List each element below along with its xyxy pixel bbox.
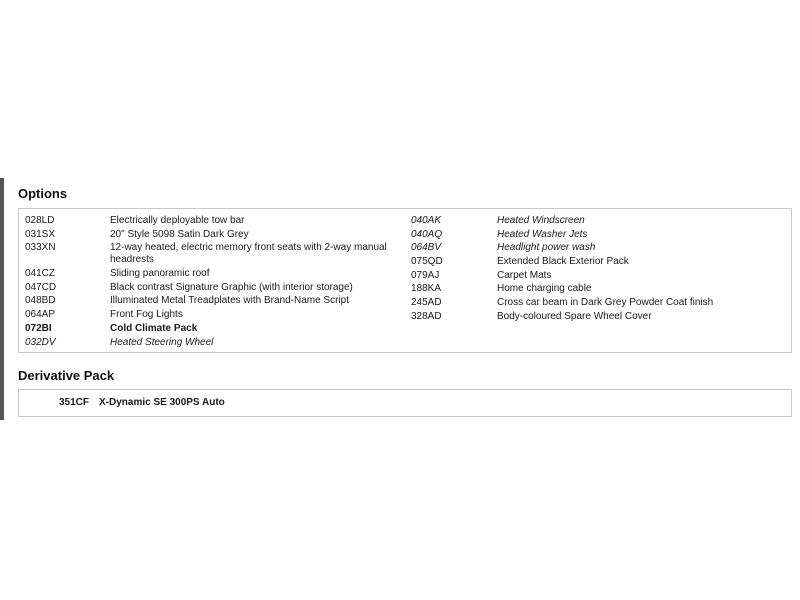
option-description: Black contrast Signature Graphic (with interior storage) — [110, 281, 353, 293]
option-description: Heated Windscreen — [497, 215, 585, 226]
option-code: 047CD — [25, 281, 57, 293]
option-row — [25, 323, 405, 335]
option-code: 048BD — [25, 295, 56, 307]
option-row — [25, 309, 405, 321]
option-description: Headlight power wash — [497, 242, 596, 254]
option-row — [411, 256, 791, 268]
option-code: 064AP — [25, 309, 56, 321]
option-description: Heated Steering Wheel — [110, 336, 214, 348]
option-description: Heated Washer Jets — [497, 228, 588, 240]
option-row — [411, 270, 791, 282]
option-row — [25, 242, 405, 266]
option-description: Electrically deployable tow bar — [110, 215, 245, 226]
option-code: 040AK — [411, 215, 442, 226]
option-code: 064BV — [411, 242, 442, 254]
option-description: Carpet Mats — [497, 269, 552, 281]
option-code: 032DV — [25, 336, 56, 348]
option-row — [25, 295, 405, 307]
option-description: Body-coloured Spare Wheel Cover — [497, 310, 652, 322]
option-description: 12-way heated, electric memory front seats with 2-way manual headrests — [110, 242, 387, 266]
option-code: 328AD — [411, 310, 442, 322]
option-row — [25, 268, 405, 280]
derivative-pack-table — [18, 389, 792, 417]
option-row — [411, 229, 791, 241]
options-right-column — [411, 215, 791, 325]
option-description: Illuminated Metal Treadplates with Brand-Name Script — [110, 295, 349, 307]
option-code: 079AJ — [411, 269, 440, 281]
option-row — [411, 283, 791, 295]
derivative-pack-heading: Derivative Pack — [18, 368, 115, 383]
option-row — [411, 297, 791, 309]
option-row — [25, 282, 405, 294]
option-code: 033XN — [25, 242, 56, 254]
options-table — [18, 208, 792, 353]
option-description: Cold Climate Pack — [110, 322, 198, 334]
left-margin-bar — [0, 178, 4, 420]
option-code: 188KA — [411, 283, 442, 295]
option-code: 041CZ — [25, 268, 56, 280]
option-row — [411, 242, 791, 254]
derivative-description: X-Dynamic SE 300PS Auto — [99, 397, 225, 408]
option-code: 075QD — [411, 256, 443, 268]
option-description: Home charging cable — [497, 283, 592, 295]
derivative-code: 351CF — [59, 397, 90, 408]
option-description: 20" Style 5098 Satin Dark Grey — [110, 228, 249, 240]
options-left-column — [25, 215, 405, 350]
option-code: 028LD — [25, 215, 55, 226]
option-row — [25, 215, 405, 227]
option-description: Front Fog Lights — [110, 309, 183, 321]
option-row — [25, 229, 405, 241]
option-description: Sliding panoramic roof — [110, 268, 210, 280]
option-code: 072BI — [25, 322, 52, 334]
option-row — [411, 311, 791, 323]
option-code: 031SX — [25, 228, 56, 240]
option-row — [25, 337, 405, 349]
option-description: Cross car beam in Dark Grey Powder Coat finish — [497, 297, 714, 309]
option-code: 245AD — [411, 297, 442, 309]
derivative-row — [59, 397, 225, 409]
option-code: 040AQ — [411, 228, 443, 240]
option-description: Extended Black Exterior Pack — [497, 256, 629, 268]
options-heading: Options — [18, 186, 68, 201]
option-row — [411, 215, 791, 227]
